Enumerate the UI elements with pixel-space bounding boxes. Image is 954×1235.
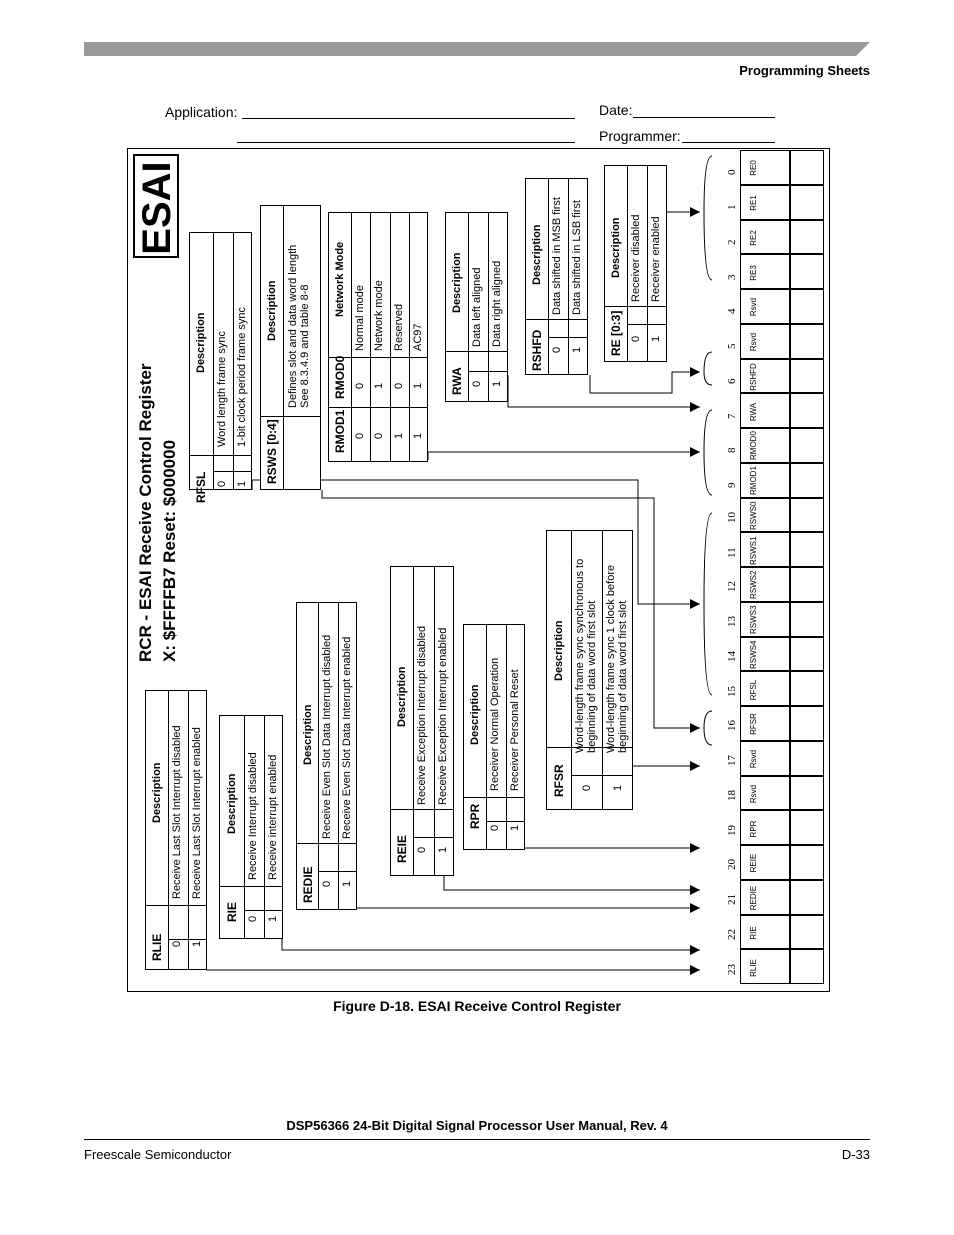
rpr-desc-0: Receiver Normal Operation [489, 657, 501, 791]
bit-value-19[interactable] [790, 810, 824, 845]
rlie-table [145, 690, 207, 970]
rsws-desc-line2: See 8.3.4.9 and table 8-8 [299, 284, 311, 408]
bit-name-15: RFSL [749, 679, 758, 700]
bit-name-4: Rsvd [749, 298, 758, 317]
network-mode-head: Network Mode [334, 241, 346, 317]
rfsl-field-name: RFSL [194, 471, 208, 503]
rfsr-desc-head: Description [553, 620, 565, 681]
rmod-r3-c0: 1 [412, 432, 424, 439]
bit-cell-23 [740, 949, 790, 984]
re-field-name: RE [0:3] [609, 310, 623, 356]
bit-value-0[interactable] [790, 150, 824, 185]
rfsr-desc-1b: beginning of data word first slot [617, 600, 629, 753]
bit-name-3: RE3 [749, 264, 758, 281]
redie-desc-0: Receive Even Slot Data Interrupt disabled [321, 634, 333, 839]
rpr-desc-head: Description [469, 684, 481, 745]
rshfd-desc-1: Data shifted in LSB first [571, 200, 583, 315]
reie-val-1: 1 [437, 846, 449, 853]
rwa-field-name: RWA [450, 367, 464, 395]
rwa-desc-0: Data left aligned [471, 267, 483, 347]
reie-desc-head: Description [396, 666, 408, 727]
rsws-table [260, 205, 321, 490]
bit-cell-12 [740, 567, 790, 602]
bit-value-1[interactable] [790, 185, 824, 220]
rie-field-name: RIE [225, 901, 239, 922]
bit-name-11: RSWS1 [749, 536, 758, 565]
bit-cell-11 [740, 532, 790, 567]
bit-value-11[interactable] [790, 532, 824, 567]
rmod-r0-c1: 0 [354, 382, 366, 389]
bit-number-6: 6 [726, 378, 738, 384]
redie-val-1: 1 [341, 880, 353, 887]
rmod-r3-c2: AC97 [412, 323, 424, 351]
rmod-r1-c0: 0 [373, 432, 385, 439]
re-val-0: 0 [630, 335, 642, 342]
re-table [604, 165, 667, 362]
rmod-r2-c0: 1 [393, 432, 405, 439]
rie-desc-0: Receive Interrupt disabled [247, 752, 259, 880]
redie-val-0: 0 [321, 880, 333, 887]
rmod-r2-c2: Reserved [393, 303, 405, 351]
rmod-table [328, 212, 428, 462]
bit-name-21: REDIE [749, 885, 758, 911]
bit-name-22: RIE [749, 926, 758, 940]
rmod-r2-c1: 0 [393, 382, 405, 389]
bit-value-12[interactable] [790, 567, 824, 602]
bit-value-7[interactable] [790, 393, 824, 428]
bit-name-14: RSWS4 [749, 640, 758, 669]
bit-number-15: 15 [726, 685, 738, 697]
bit-cell-7 [740, 393, 790, 428]
rwa-desc-head: Description [451, 252, 463, 313]
bit-number-16: 16 [726, 720, 738, 732]
rpr-val-0: 0 [489, 824, 501, 831]
bit-number-13: 13 [726, 616, 738, 628]
rpr-val-1: 1 [509, 824, 521, 831]
bit-cell-15 [740, 671, 790, 706]
bit-cell-3 [740, 254, 790, 289]
rfsr-desc-0a: Word-length frame sync synchronous to [574, 558, 586, 753]
bit-value-9[interactable] [790, 463, 824, 498]
bit-name-0: RE0 [749, 160, 758, 177]
bit-number-7: 7 [726, 413, 738, 419]
rfsl-desc-head: Description [195, 312, 207, 373]
rshfd-table [525, 178, 588, 375]
rsws-field-name: RSWS [0:4] [265, 419, 279, 484]
reie-desc-1: Receive Exception Interrupt enabled [437, 627, 449, 805]
bit-cell-16 [740, 706, 790, 741]
bit-name-20: REIE [749, 854, 758, 873]
rlie-desc-1: Receive Last Slot Interrupt enabled [191, 727, 203, 899]
re-val-1: 1 [650, 335, 662, 342]
rfsl-desc-1: 1-bit clock period frame sync [236, 307, 248, 447]
bit-value-22[interactable] [790, 915, 824, 950]
rshfd-field-name: RSHFD [530, 329, 544, 371]
rsws-desc-head: Description [266, 280, 278, 341]
bit-value-20[interactable] [790, 845, 824, 880]
rwa-val-1: 1 [491, 380, 503, 387]
bit-cell-20 [740, 845, 790, 880]
re-desc-head: Description [610, 217, 622, 278]
reie-desc-0: Receive Exception Interrupt disabled [416, 625, 428, 805]
bit-value-18[interactable] [790, 776, 824, 811]
bit-cell-0 [740, 150, 790, 185]
bit-name-17: Rsvd [749, 750, 758, 769]
bit-value-15[interactable] [790, 671, 824, 706]
rfsr-val-1: 1 [612, 784, 624, 791]
rmod0-head: RMOD0 [333, 355, 347, 399]
rfsr-field-name: RFSR [552, 764, 566, 797]
bit-cell-4 [740, 289, 790, 324]
bit-number-9: 9 [726, 482, 738, 489]
rfsr-desc-1a: Word-length frame sync 1 clock before [605, 564, 617, 753]
re-desc-1: Receiver enabled [650, 216, 662, 302]
re-desc-0: Receiver disabled [630, 214, 642, 302]
rpr-desc-1: Receiver Personal Reset [509, 669, 521, 791]
rwa-val-0: 0 [471, 380, 483, 387]
bit-name-7: RWA [749, 402, 758, 421]
bit-cell-17 [740, 741, 790, 776]
bit-cell-13 [740, 602, 790, 637]
bit-name-8: RMOD0 [749, 431, 758, 461]
rie-desc-head: Description [226, 773, 238, 834]
rshfd-val-1: 1 [571, 346, 583, 353]
bit-number-17: 17 [726, 755, 738, 767]
bit-number-12: 12 [726, 581, 738, 593]
rie-table [219, 715, 283, 939]
bit-value-10[interactable] [790, 498, 824, 533]
rmod-r1-c2: Network mode [373, 280, 385, 351]
bit-name-10: RSWS0 [749, 501, 758, 530]
bit-cell-21 [740, 880, 790, 915]
bit-number-8: 8 [726, 447, 738, 454]
bit-name-6: RSHFD [749, 363, 758, 391]
bit-cell-1 [740, 185, 790, 220]
rpr-table [463, 624, 525, 850]
bit-value-23[interactable] [790, 949, 824, 984]
rmod-r3-c1: 1 [412, 382, 424, 389]
bit-cell-18 [740, 776, 790, 811]
rshfd-desc-head: Description [531, 224, 543, 285]
rlie-field-name: RLIE [150, 933, 164, 961]
register-address: X: $FFFFB7 Reset: $000000 [160, 439, 179, 662]
bit-name-9: RMOD1 [749, 466, 758, 496]
rmod-r0-c0: 0 [354, 432, 366, 439]
section-title: Programming Sheets [739, 63, 870, 78]
rfsr-table [546, 530, 633, 810]
bit-number-20: 20 [726, 859, 738, 871]
bit-number-1: 1 [726, 204, 738, 211]
bit-cell-9 [740, 463, 790, 498]
esai-logo-text: ESAI [135, 161, 179, 255]
rlie-desc-0: Receive Last Slot Interrupt disabled [171, 725, 183, 899]
bit-number-2: 2 [726, 239, 738, 245]
bit-value-21[interactable] [790, 880, 824, 915]
rfsl-val-1: 1 [236, 480, 248, 487]
bit-value-13[interactable] [790, 602, 824, 637]
bit-value-2[interactable] [790, 220, 824, 255]
programmer-label: Programmer: [599, 128, 681, 144]
rlie-val-0: 0 [171, 940, 183, 947]
rie-val-1: 1 [267, 915, 279, 922]
rie-desc-1: Receive interrupt enabled [267, 754, 279, 880]
bit-number-22: 22 [726, 928, 738, 940]
bit-value-17[interactable] [790, 741, 824, 776]
bit-value-6[interactable] [790, 359, 824, 394]
bit-number-5: 5 [726, 343, 738, 350]
bit-cell-2 [740, 220, 790, 255]
bit-cell-19 [740, 810, 790, 845]
bit-name-18: Rsvd [749, 784, 758, 803]
footer-rule [84, 1139, 870, 1140]
bit-name-5: Rsvd [749, 333, 758, 352]
bit-name-2: RE2 [749, 230, 758, 246]
page-number: D-33 [841, 1147, 870, 1162]
bit-name-19: RPR [749, 820, 758, 838]
bit-value-4[interactable] [790, 289, 824, 324]
bit-value-16[interactable] [790, 706, 824, 741]
redie-table [296, 602, 357, 910]
bit-number-19: 19 [726, 824, 738, 836]
redie-field-name: REDIE [301, 866, 315, 903]
bit-cell-6 [740, 359, 790, 394]
rshfd-desc-0: Data shifted in MSB first [551, 197, 563, 315]
bit-value-8[interactable] [790, 428, 824, 463]
redie-desc-head: Description [302, 704, 314, 765]
rlie-val-1: 1 [191, 940, 203, 947]
vendor-name: Freescale Semiconductor [84, 1147, 232, 1162]
figure-caption: Figure D-18. ESAI Receive Control Register [333, 998, 621, 1014]
rsws-desc-line1: Defines slot and data word length [287, 244, 299, 408]
bit-cell-8 [740, 428, 790, 463]
rlie-desc-head: Description [151, 762, 163, 823]
bit-name-1: RE1 [749, 195, 758, 211]
rpr-field-name: RPR [468, 803, 482, 829]
rwa-desc-1: Data right aligned [491, 260, 503, 347]
date-label: Date: [599, 102, 633, 118]
bit-number-18: 18 [726, 789, 738, 801]
bit-name-13: RSWS3 [749, 605, 758, 635]
bit-number-4: 4 [726, 308, 738, 315]
manual-title: DSP56366 24-Bit Digital Signal Processor User Manual, Rev. 4 [286, 1118, 668, 1133]
rmod-r1-c1: 1 [373, 382, 385, 389]
bit-number-14: 14 [726, 650, 738, 662]
reie-val-0: 0 [416, 846, 428, 853]
bit-cell-14 [740, 637, 790, 672]
bit-value-3[interactable] [790, 254, 824, 289]
bit-cell-5 [740, 324, 790, 359]
rfsr-val-0: 0 [581, 784, 593, 791]
reie-field-name: REIE [395, 834, 409, 863]
rwa-table [445, 212, 508, 402]
redie-desc-1: Receive Even Slot Data Interrupt enabled [341, 636, 353, 839]
bit-value-14[interactable] [790, 637, 824, 672]
rfsl-desc-0: Word length frame sync [216, 331, 228, 447]
bit-number-11: 11 [726, 547, 738, 558]
rie-val-0: 0 [247, 915, 259, 922]
rfsl-val-0: 0 [216, 480, 228, 487]
bit-name-12: RSWS2 [749, 570, 758, 600]
rfsr-desc-0b: beginning of data word first slot [586, 600, 598, 753]
bit-number-10: 10 [726, 511, 738, 523]
rmod-r0-c2: Normal mode [354, 284, 366, 351]
bit-number-0: 0 [726, 169, 738, 176]
bit-name-16: RFSR [749, 713, 758, 736]
bit-number-3: 3 [726, 274, 738, 280]
reie-table [390, 566, 454, 876]
rshfd-val-0: 0 [551, 346, 563, 353]
bit-number-23: 23 [726, 963, 738, 975]
bit-cell-22 [740, 915, 790, 950]
rfsl-table [189, 232, 252, 503]
rmod1-head: RMOD1 [333, 409, 347, 453]
application-label: Application: [165, 104, 238, 120]
register-title: RCR - ESAI Receive Control Register [136, 363, 155, 662]
bit-value-5[interactable] [790, 324, 824, 359]
bit-cell-10 [740, 498, 790, 533]
bit-name-23: RLIE [749, 958, 758, 977]
bit-number-21: 21 [726, 894, 738, 906]
